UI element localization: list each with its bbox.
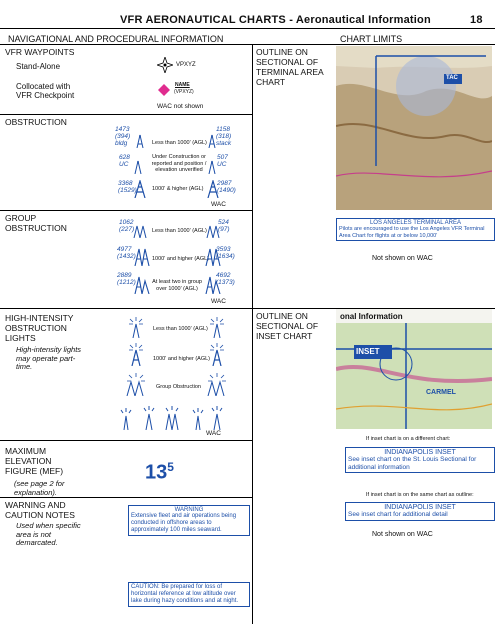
terminal-area-map-art	[336, 46, 492, 210]
high-right	[217, 180, 236, 194]
obstruction-icon	[135, 134, 145, 148]
waypoint-star-icon	[157, 57, 173, 73]
obs-right-agl: (318)	[216, 133, 232, 140]
la-terminal-box	[336, 218, 495, 241]
left-section-title: NAVIGATIONAL AND PROCEDURAL INFORMATION	[8, 34, 224, 44]
group-right-2	[216, 246, 235, 260]
obstruction-less-than: Less than 1000' (AGL)	[152, 140, 207, 146]
group-right-2-agl: (1634)	[216, 253, 235, 260]
lights-higher: 1000' and higher (AGL)	[153, 356, 211, 362]
map-inset-label: INSET	[356, 347, 380, 356]
same-chart-note: If inset chart is on the same chart as outline:	[366, 492, 474, 498]
group-right-1-elev: 524	[218, 219, 229, 226]
wac-lights-icons	[118, 404, 236, 430]
obstruction-wac: WAC	[211, 201, 226, 208]
la-terminal-title: LOS ANGELES TERMINAL AREA	[369, 220, 462, 226]
obs-left-type: bldg	[115, 140, 128, 147]
group-wac: WAC	[211, 298, 226, 305]
section-rule	[0, 44, 495, 45]
not-shown-wac-2: Not shown on WAC	[372, 531, 433, 538]
collocated-code: (VPXYZ)	[174, 89, 194, 95]
group-right-1	[218, 219, 230, 233]
warning-box-title: WARNING	[174, 507, 204, 513]
group-right-1-agl: (97)	[218, 226, 230, 233]
mef-thousands: 13	[145, 461, 168, 484]
indy-box-1	[345, 447, 495, 473]
high-right-elev: 2987	[217, 180, 232, 187]
high-left-agl: (1529)	[118, 187, 137, 194]
indy-box-2-title: INDIANAPOLIS INSET	[384, 504, 456, 511]
group-left-2-agl: (1432)	[117, 253, 136, 260]
high-left-elev: 3368	[118, 180, 133, 187]
right-section-title: CHART LIMITS	[340, 34, 403, 44]
lighted-group-obstruction-icon	[124, 372, 148, 396]
checkpoint-flag-icon	[158, 84, 170, 96]
mef-hundreds: 5	[167, 460, 174, 474]
group-left-2-elev: 4977	[117, 246, 132, 253]
group-higher: 1000' and higher (AGL)	[152, 256, 210, 262]
la-terminal-text: Pilots are encouraged to use the Los Angeles VFR Terminal Area Chart for flights at or below 10,000'	[339, 226, 485, 239]
group-right-2-elev: 3593	[216, 246, 231, 253]
uc-obstruction-icon	[133, 160, 143, 174]
obstruction-left-1	[115, 126, 130, 147]
stand-alone-symbol: VPXYZ	[176, 62, 196, 68]
group-right-3	[216, 272, 235, 286]
warning-heading: WARNING AND CAUTION NOTES	[5, 500, 75, 520]
two-group-obstruction-icon	[134, 276, 150, 294]
group-left-1-agl: (227)	[119, 226, 135, 233]
group-heading: GROUP OBSTRUCTION	[5, 213, 67, 233]
center-divider	[252, 44, 253, 624]
obs-right-elev: 1158	[216, 126, 230, 133]
header-rule	[0, 28, 495, 29]
waypoints-heading: VFR WAYPOINTS	[5, 47, 75, 57]
collocated-label: Collocated with VFR Checkpoint	[16, 82, 75, 100]
outline-inset-heading: OUTLINE ON SECTIONAL OF INSET CHART	[256, 311, 319, 341]
obs-right-type: stack	[216, 140, 232, 147]
group-left-1-elev: 1062	[119, 219, 134, 226]
waypoints-rule	[0, 114, 252, 115]
uc-right-label: UC	[217, 161, 227, 168]
mef-value	[145, 460, 174, 485]
stand-alone-label: Stand-Alone	[16, 62, 61, 71]
indy-box-2-text: See inset chart for additional detail	[348, 511, 448, 518]
group-left-1	[119, 219, 134, 233]
high-right-agl: (1490)	[217, 187, 236, 194]
uc-right-elev: 507	[217, 154, 228, 161]
under-construction-note: Under Construction or reported and position / elevation unverified	[151, 154, 207, 173]
obstruction-heading: OBSTRUCTION	[5, 117, 67, 127]
indy-box-2	[345, 502, 495, 521]
obstruction-right-1	[216, 126, 231, 147]
group-left-3-agl: (1212)	[117, 279, 136, 286]
warning-note: Used when specific area is not demarcated.	[16, 521, 81, 547]
terminal-area-map	[336, 46, 492, 210]
page-title: VFR AERONAUTICAL CHARTS - Aeronautical Information	[120, 14, 431, 26]
lights-heading: HIGH-INTENSITY OBSTRUCTION LIGHTS	[5, 313, 74, 343]
lighted-obstruction-icon	[126, 316, 146, 338]
lighted-obstruction-icon	[207, 316, 227, 338]
uc-left	[119, 154, 130, 168]
tall-lighted-obstruction-icon	[126, 342, 146, 366]
inset-map-art	[336, 309, 492, 429]
group-right-3-elev: 4692	[216, 272, 231, 279]
caution-box: CAUTION: Be prepared for loss of horizontal reference at low altitude over lake during hazy conditions and at night.	[128, 582, 250, 607]
map-info-label: onal Information	[340, 312, 403, 321]
group-left-2	[117, 246, 136, 260]
mef-note: (see page 2 for explanation).	[14, 479, 65, 497]
page-number: 18	[470, 14, 483, 26]
not-shown-wac-1: Not shown on WAC	[372, 255, 433, 262]
collocated-name: NAME	[175, 82, 190, 88]
mef-rule	[0, 497, 252, 498]
inset-map	[336, 309, 492, 429]
obstruction-rule	[0, 210, 252, 211]
lights-less-than: Less than 1000' (AGL)	[153, 326, 208, 332]
group-two-in-group: At least two in group over 1000' (AGL)	[152, 279, 202, 292]
uc-obstruction-icon	[207, 160, 217, 174]
diff-chart-note: If inset chart is on a different chart:	[366, 436, 451, 442]
uc-right	[217, 154, 228, 168]
lights-wac: WAC	[206, 430, 221, 437]
mef-heading: MAXIMUM ELEVATION FIGURE (MEF)	[5, 446, 64, 476]
lights-note: High-intensity lights may operate part-time.	[16, 345, 82, 371]
obs-left-agl: (394)	[115, 133, 131, 140]
indy-box-1-text: See inset chart on the St. Louis Sectional for additional information	[348, 456, 477, 471]
obstruction-higher: 1000' & higher (AGL)	[152, 186, 204, 192]
obs-left-elev: 1473	[115, 126, 130, 133]
uc-left-elev: 628	[119, 154, 130, 161]
tall-lighted-obstruction-icon	[207, 342, 227, 366]
indy-box-1-title: INDIANAPOLIS INSET	[384, 449, 456, 456]
group-less-than: Less than 1000' (AGL)	[152, 228, 207, 234]
group-left-3-elev: 2889	[117, 272, 132, 279]
group-right-3-agl: (1373)	[216, 279, 235, 286]
uc-left-label: UC	[119, 161, 129, 168]
warning-box-text: Extensive fleet and air operations being conducted in offshore areas to approximately 100 miles seaward.	[131, 513, 237, 533]
lights-group: Group Obstruction	[156, 384, 201, 390]
group-obstruction-icon	[133, 224, 147, 238]
lights-rule	[0, 440, 252, 441]
tall-obstruction-icon	[134, 180, 146, 198]
warning-box	[128, 505, 250, 536]
map-tac-label: TAC	[446, 75, 458, 81]
waypoints-wac-note: WAC not shown	[157, 103, 204, 110]
group-left-3	[117, 272, 136, 286]
tall-group-obstruction-icon	[134, 248, 150, 266]
map-carmel-label: CARMEL	[426, 389, 456, 396]
lighted-group-obstruction-icon	[205, 372, 229, 396]
outline-sectional-heading: OUTLINE ON SECTIONAL OF TERMINAL AREA CHART	[256, 47, 324, 87]
